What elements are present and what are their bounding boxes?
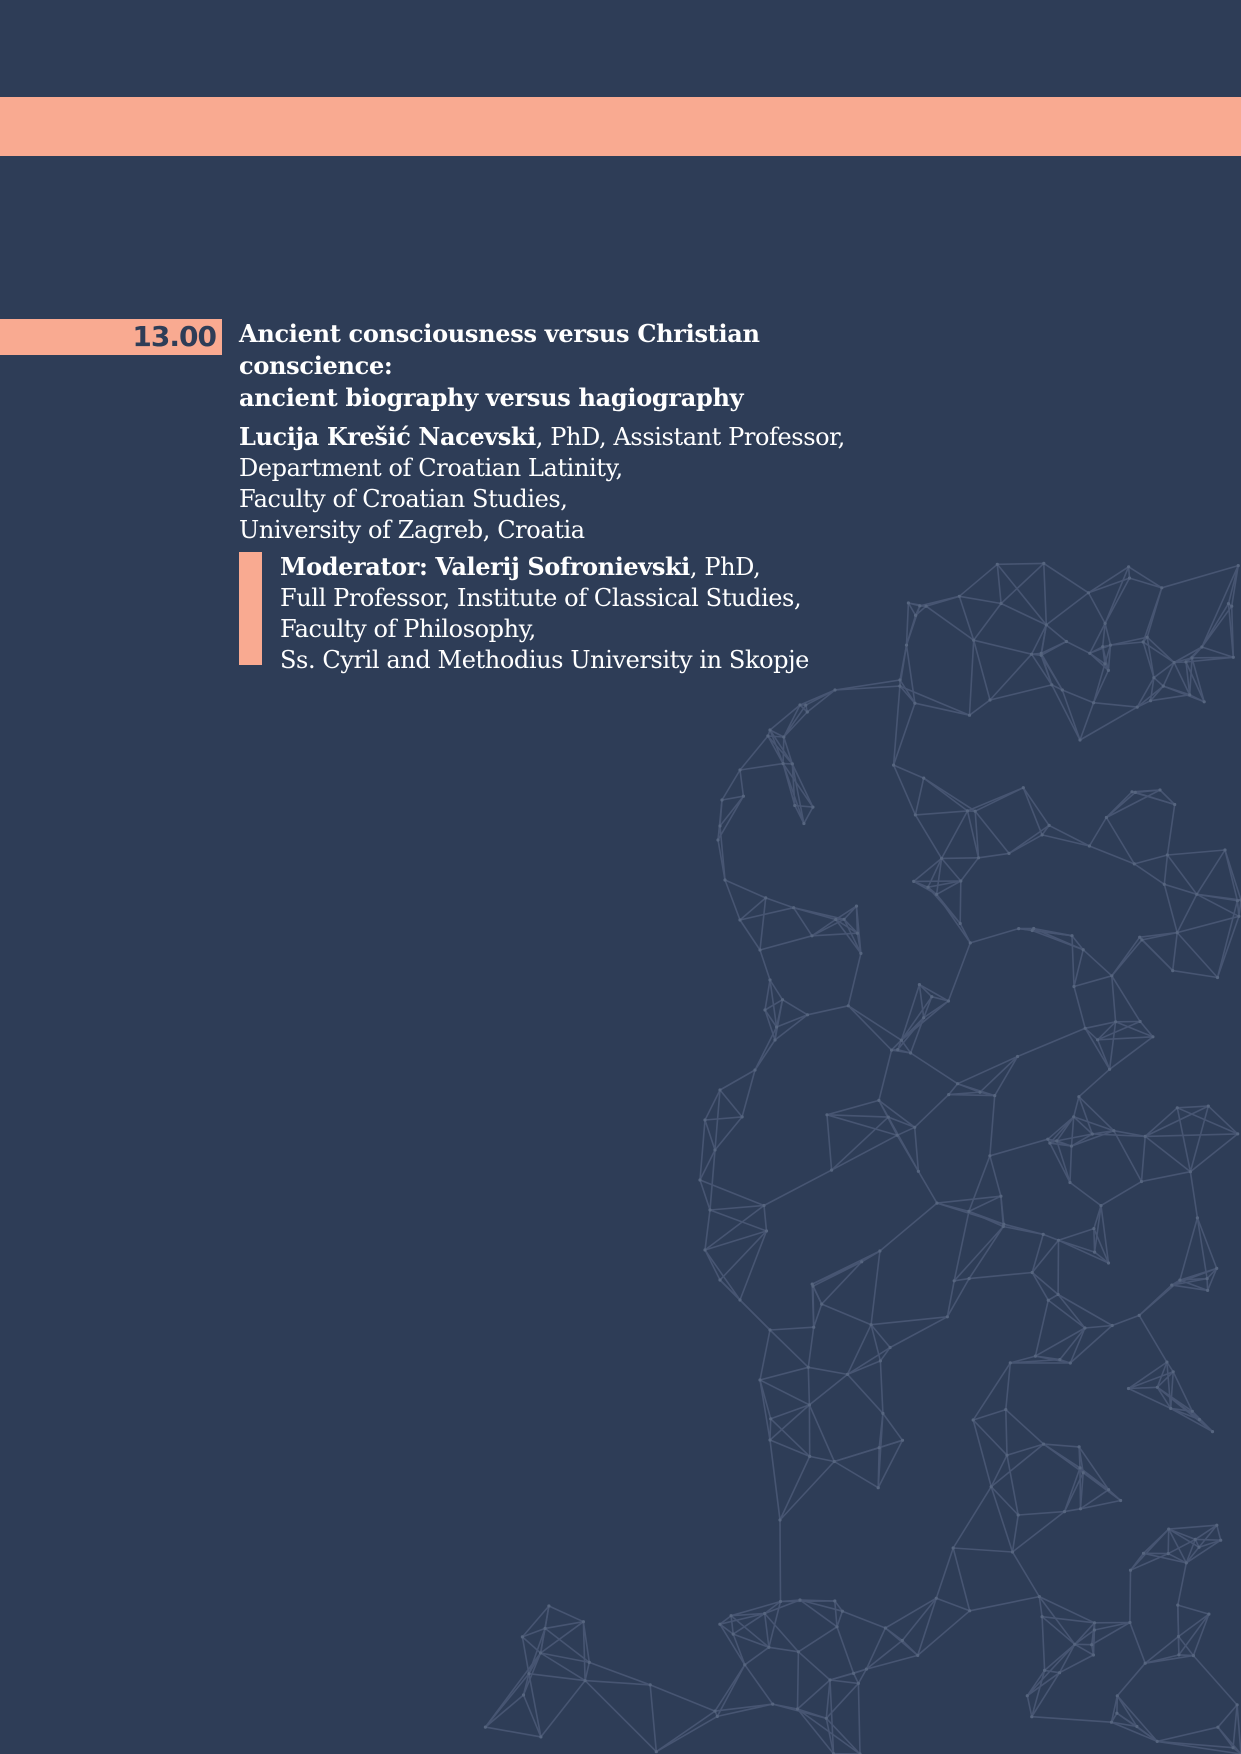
moderator-line-1 xyxy=(280,551,940,583)
moderator-affiliation-2: Faculty of Philosophy, xyxy=(280,615,536,643)
moderator-title: , PhD, xyxy=(689,553,761,581)
speaker-affiliation-1: Department of Croatian Latinity, xyxy=(239,454,623,482)
speaker-name: Lucija Krešić Nacevski xyxy=(239,422,536,451)
speaker-info xyxy=(239,421,919,546)
talk-block xyxy=(239,318,919,546)
talk-title xyxy=(239,318,919,414)
talk-title-line-1: Ancient consciousness versus Christian conscience: xyxy=(239,319,760,380)
speaker-title: , PhD, Assistant Professor, xyxy=(535,423,845,451)
speaker-affiliation-3: University of Zagreb, Croatia xyxy=(239,516,585,544)
speaker-line-1 xyxy=(239,421,919,453)
time-bar xyxy=(0,319,222,355)
moderator-label: Moderator: xyxy=(280,552,436,581)
moderator-info xyxy=(280,551,940,676)
top-accent-band xyxy=(0,97,1241,156)
moderator-accent-bar xyxy=(239,552,262,665)
talk-title-line-2: ancient biography versus hagiography xyxy=(239,383,744,412)
session-time: 13.00 xyxy=(132,320,216,353)
moderator-name: Valerij Sofronievski xyxy=(435,552,690,581)
speaker-affiliation-2: Faculty of Croatian Studies, xyxy=(239,485,568,513)
moderator-affiliation-1: Full Professor, Institute of Classical Studies, xyxy=(280,584,802,612)
moderator-affiliation-3: Ss. Cyril and Methodius University in Skopje xyxy=(280,646,809,674)
